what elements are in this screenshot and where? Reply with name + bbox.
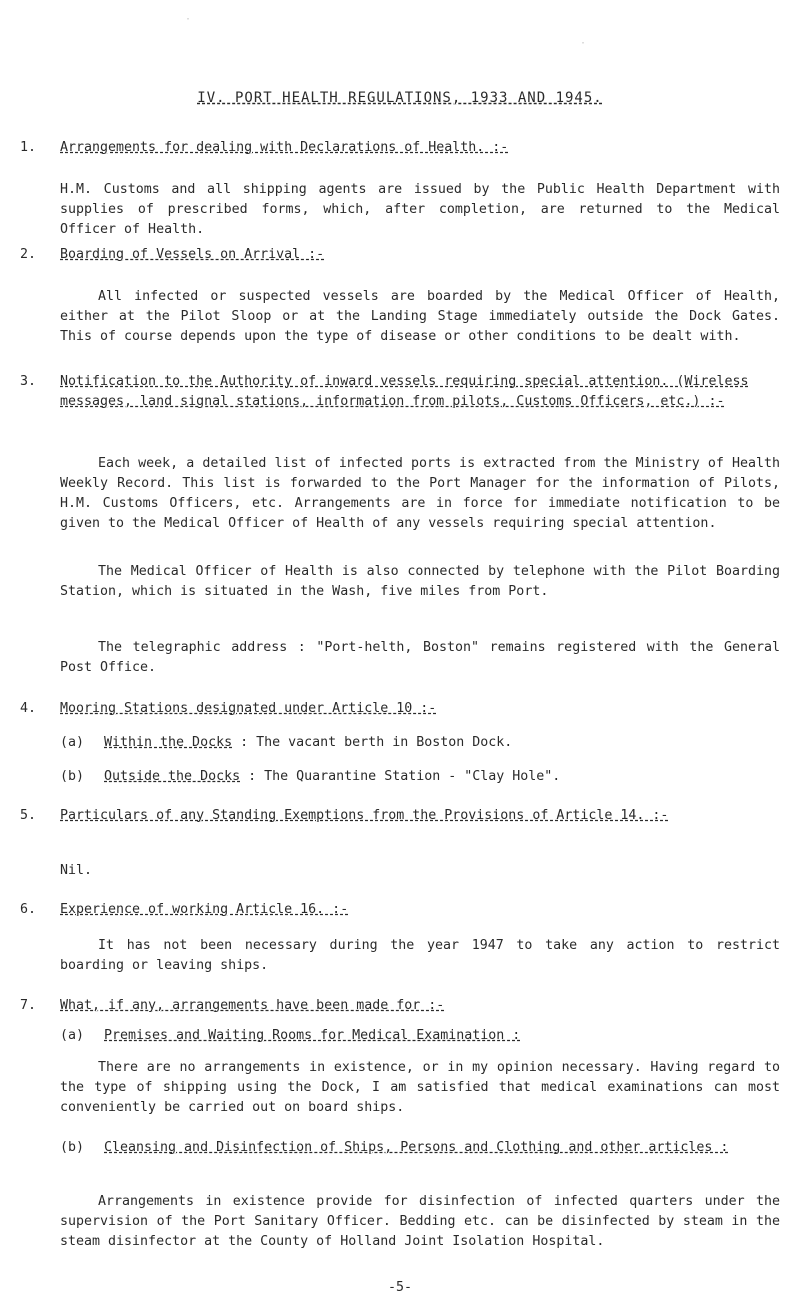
section-heading: Arrangements for dealing with Declarations of Health. :- [60, 140, 509, 155]
section-number: 1. [20, 140, 37, 155]
section-number: 6. [20, 902, 37, 917]
section-body-3: The telegraphic address : "Port-helth, Boston" remains registered with the General Post Office. [60, 640, 780, 675]
list-item: (b) Outside the Docks : The Quarantine Station - "Clay Hole". [60, 769, 561, 784]
section-body: It has not been necessary during the year 1947 to take any action to restrict boarding or leaving ships. [60, 938, 780, 973]
list-item: (b) Cleansing and Disinfection of Ships, Persons and Clothing and other articles : [60, 1140, 729, 1155]
section-body-a: There are no arrangements in existence, or in my opinion necessary. Having regard to the type of shipping using the Dock, I am satisfied that medical examinations can most conveniently be carried out on board ships. [60, 1060, 780, 1115]
section-body: H.M. Customs and all shipping agents are issued by the Public Health Department with supplies of prescribed forms, which, after completion, are returned to the Medical Officer of Health. [60, 182, 780, 237]
scan-speck: · [580, 38, 587, 49]
section-heading: What, if any, arrangements have been made for :- [60, 998, 445, 1013]
section-body: Nil. [60, 863, 93, 878]
section-heading: Notification to the Authority of inward vessels requiring special attention. (Wireless messages, land signal stations, information from pilots, Customs Officers, etc.) :- [60, 374, 749, 409]
section-number: 3. [20, 374, 37, 389]
section-number: 2. [20, 247, 37, 262]
section-body-b: Arrangements in existence provide for disinfection of infected quarters under the supervision of the Port Sanitary Officer. Bedding etc. can be disinfected by steam in the steam disinfector at the County of Holland Joint Isolation Hospital. [60, 1194, 780, 1249]
scan-speck: · [185, 14, 192, 25]
section-number: 5. [20, 808, 37, 823]
section-body: All infected or suspected vessels are boarded by the Medical Officer of Health, either at the Pilot Sloop or at the Landing Stage immediately outside the Dock Gates. This of course depends upon the type of disease or other conditions to be dealt with. [60, 289, 780, 344]
page-title: IV. PORT HEALTH REGULATIONS, 1933 AND 1945. [197, 90, 603, 106]
section-heading: Experience of working Article 16. :- [60, 902, 349, 917]
section-body-2: The Medical Officer of Health is also connected by telephone with the Pilot Boarding Station, which is situated in the Wash, five miles from Port. [60, 564, 780, 599]
list-item: (a) Premises and Waiting Rooms for Medical Examination : [60, 1028, 521, 1043]
section-heading: Boarding of Vessels on Arrival :- [60, 247, 325, 262]
section-heading: Mooring Stations designated under Article 10 :- [60, 701, 437, 716]
section-body: Each week, a detailed list of infected ports is extracted from the Ministry of Health Weekly Record. This list is forwarded to the Port Manager for the information of Pilots, H.M. Customs Officers, etc. Arrangements are in force for immediate notification to be given to the Medical Officer of Health of any vessels requiring special attention. [60, 456, 780, 531]
section-number: 4. [20, 701, 37, 716]
section-number: 7. [20, 998, 37, 1013]
page-number: -5- [387, 1280, 413, 1295]
list-item: (a) Within the Docks : The vacant berth in Boston Dock. [60, 735, 513, 750]
section-heading: Particulars of any Standing Exemptions from the Provisions of Article 14. :- [60, 808, 669, 823]
